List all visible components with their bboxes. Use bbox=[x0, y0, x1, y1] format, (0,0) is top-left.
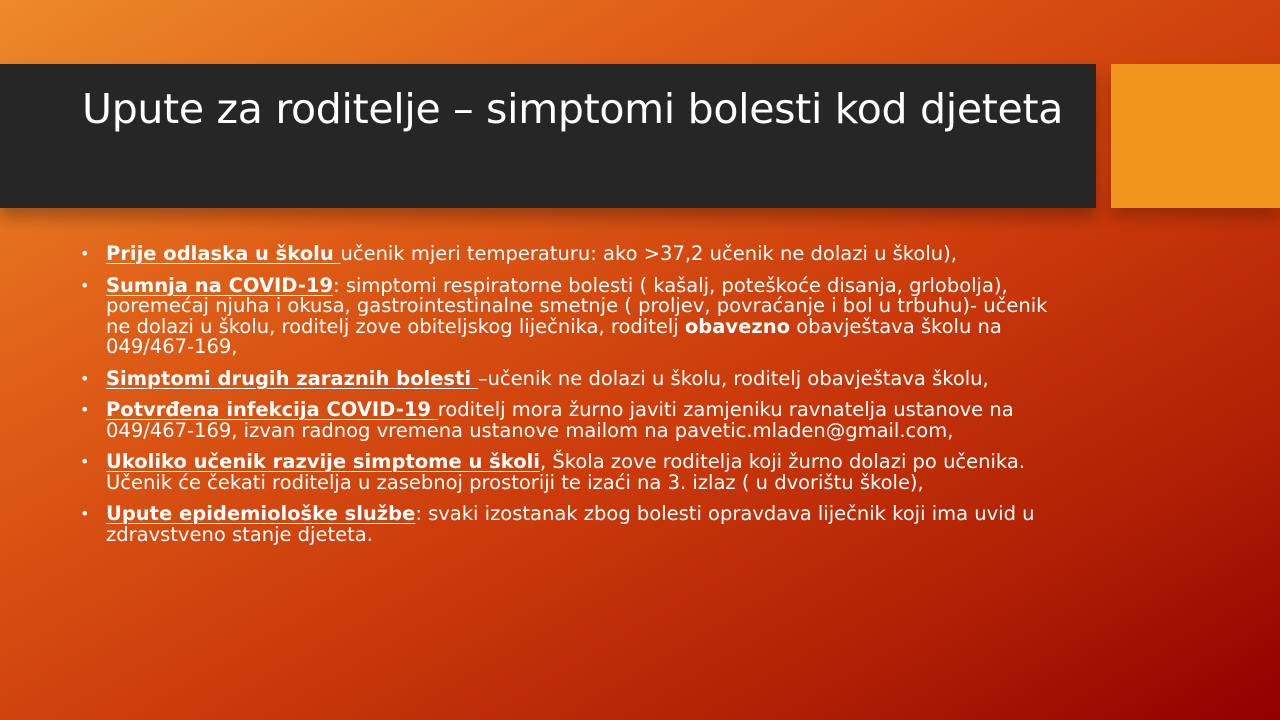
bullet-lead: Upute epidemiološke službe bbox=[106, 502, 416, 525]
bullet-item bbox=[80, 273, 1070, 358]
bullet-lead: Ukoliko učenik razvije simptome u školi bbox=[106, 450, 540, 473]
bullet-text: učenik mjeri temperaturu: ako >37,2 učenik ne dolazi u školu), bbox=[340, 242, 957, 265]
bullet-icon: • bbox=[80, 275, 90, 295]
bullet-item bbox=[80, 400, 1070, 441]
slide-title: Upute za roditelje – simptomi bolesti kod djeteta bbox=[82, 85, 1064, 133]
bullet-icon: • bbox=[80, 400, 90, 419]
bullet-text-continued: obavještava školu na 049/467-169, bbox=[106, 314, 1002, 358]
bullet-text: , Škola zove roditelja koji žurno dolazi po učenika. Učenik će čekati roditelja u zasebnoj prostoriji te izaći na 3. izlaz ( u dvorištu škole), bbox=[106, 450, 1026, 494]
bullet-lead: Potvrđena infekcija COVID-19 bbox=[106, 398, 438, 421]
bullet-item bbox=[80, 366, 1070, 390]
bullet-text: –učenik ne dolazi u školu, roditelj obavještava školu, bbox=[477, 366, 989, 390]
bullet-item bbox=[80, 244, 1070, 265]
bullet-lead: Sumnja na COVID-19 bbox=[106, 273, 334, 297]
bullet-lead: Simptomi drugih zaraznih bolesti bbox=[106, 366, 478, 390]
bullet-lead: Prije odlaska u školu bbox=[106, 242, 341, 265]
bullet-item bbox=[80, 504, 1070, 545]
bullet-list bbox=[80, 244, 1070, 556]
bullet-text: : simptomi respiratorne bolesti ( kašalj, poteškoće disanja, grlobolja), poremećaj njuha i okusa, gastrointestinalne smetnje ( proljev, povraćanje i bol u trbuhu)- učenik ne dolazi u školu, roditelj zove obiteljskog liječnika, roditelj bbox=[106, 273, 1048, 338]
bullet-item bbox=[80, 452, 1070, 493]
bullet-icon: • bbox=[80, 368, 90, 388]
bullet-emphasis: obavezno bbox=[684, 314, 790, 338]
accent-box bbox=[1111, 64, 1280, 208]
bullet-icon: • bbox=[80, 452, 90, 471]
bullet-icon: • bbox=[80, 244, 90, 263]
bullet-text: roditelj mora žurno javiti zamjeniku ravnatelja ustanove na 049/467-169, izvan radnog vremena ustanove mailom na pavetic.mladen@gmail.com, bbox=[106, 398, 1014, 442]
bullet-text: : svaki izostanak zbog bolesti opravdava liječnik koji ima uvid u zdravstveno stanje djeteta. bbox=[106, 502, 1035, 546]
bullet-icon: • bbox=[80, 504, 90, 523]
